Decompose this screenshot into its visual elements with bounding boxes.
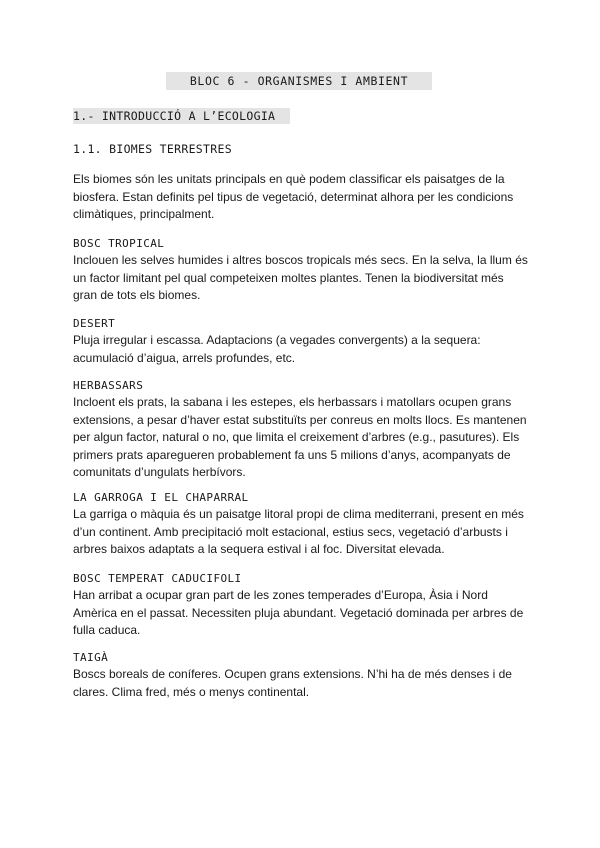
document-title: BLOC 6 - ORGANISMES I AMBIENT — [166, 72, 432, 90]
subsection-heading: 1.1. BIOMES TERRESTRES — [73, 142, 232, 156]
intro-paragraph: Els biomes són les unitats principals en què podem classificar els paisatges de la biosfera. Estan definits pel tipus de vegetació, determinat alhora per les condicions climàtiques, principalment. — [73, 172, 514, 221]
biome-text: Incloent els prats, la sabana i les estepes, els herbassars i matollars ocupen grans extensions, a pesar d’haver estat substituïts per conreus en molts llocs. Es mantenen per algun factor, natural o no, que limita el creixement d’arbres (e.g., pasutures). Els primers prats aparegueren probablement fa uns 5 milions d’anys, acompanyats de comunitats d’ungulats herbívors. — [73, 395, 527, 479]
biome-text: Inclouen les selves humides i altres boscos tropicals més secs. En la selva, la llum és un factor limitant pel qual competeixen moltes plantes. Tenen la biodiversitat més gran de tots els biomes. — [73, 253, 528, 302]
biome-block-desert — [73, 316, 529, 367]
biome-text: Boscs boreals de coníferes. Ocupen grans extensions. N’hi ha de més denses i de clares. Clima fred, més o menys continental. — [73, 667, 512, 699]
biome-block-grasslands — [73, 378, 529, 482]
biome-block-taiga — [73, 650, 529, 701]
biome-title: BOSC TEMPERAT CADUCIFOLI — [73, 572, 242, 585]
biome-title: DESERT — [73, 317, 116, 330]
biome-block-tropical — [73, 236, 529, 305]
biome-block-deciduous — [73, 571, 529, 640]
biome-title: TAIGÀ — [73, 651, 109, 664]
biome-text: Han arribat a ocupar gran part de les zones temperades d’Europa, Àsia i Nord Amèrica en el passat. Necessiten pluja abundant. Vegetació dominada per arbres de fulla caduca. — [73, 588, 524, 637]
biome-block-garriga — [73, 490, 529, 559]
section-heading: 1.- INTRODUCCIÓ A L’ECOLOGIA — [73, 108, 290, 124]
biome-text: Pluja irregular i escassa. Adaptacions (a vegades convergents) a la sequera: acumulació d’aigua, arrels profundes, etc. — [73, 333, 481, 365]
biome-title: LA GARROGA I EL CHAPARRAL — [73, 491, 249, 504]
biome-text: La garriga o màquia és un paisatge litoral propi de clima mediterrani, present en més d’un continent. Amb precipitació molt estacional, estius secs, vegetació d’arbusts i arbres baixos adaptats a la sequera estival i al foc. Diversitat elevada. — [73, 507, 524, 556]
biome-title: BOSC TROPICAL — [73, 237, 165, 250]
biome-title: HERBASSARS — [73, 379, 144, 392]
